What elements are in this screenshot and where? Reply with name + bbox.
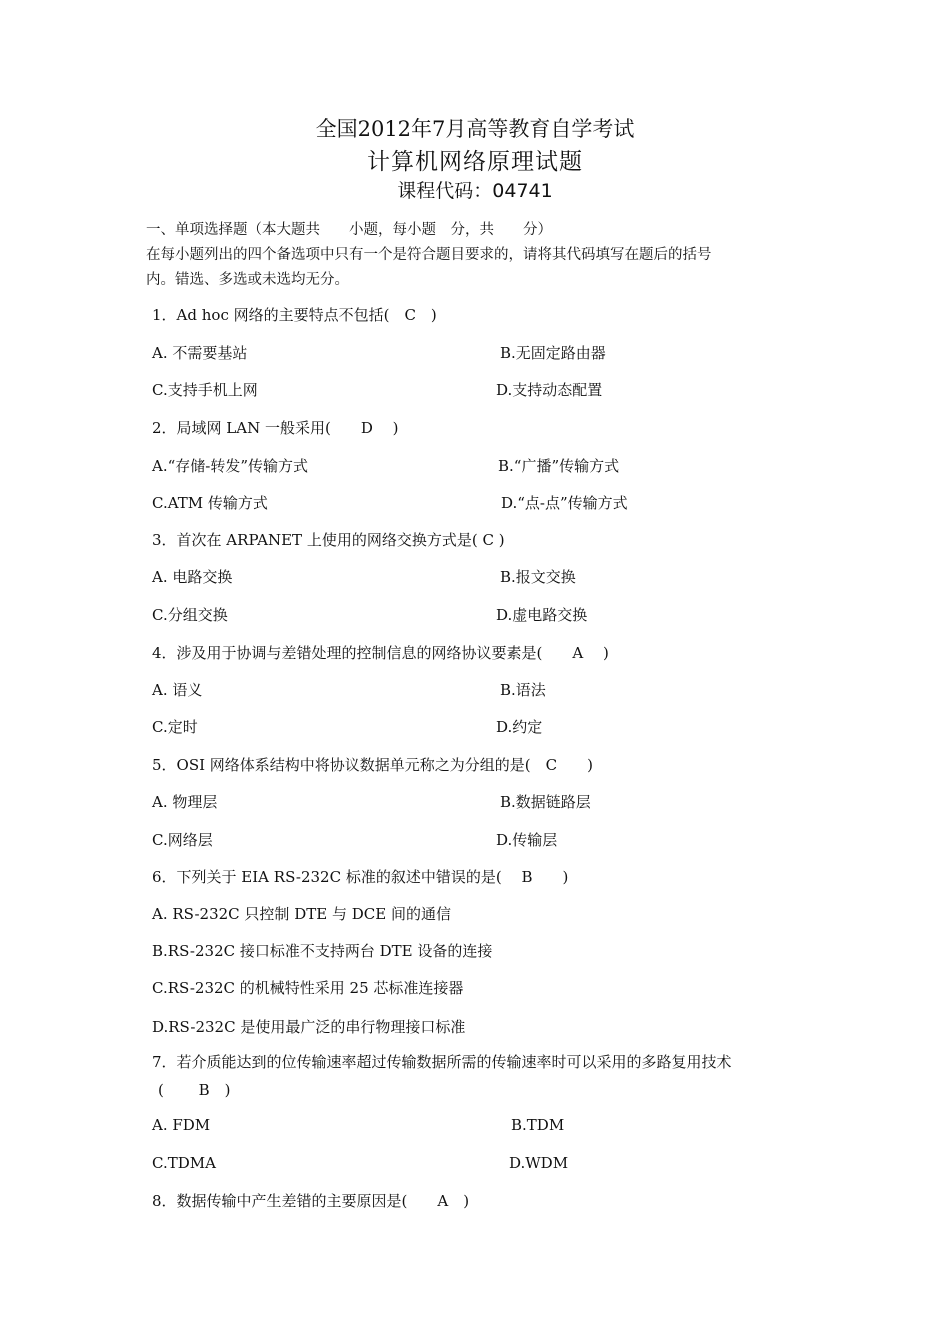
option-b: B.TDM: [511, 1116, 565, 1134]
option-d: D.传输层: [496, 831, 558, 849]
option-d: D.支持动态配置: [496, 381, 603, 399]
question-answer: ( B ): [158, 1081, 231, 1099]
option-c: C.分组交换: [152, 606, 228, 624]
exam-title: 全国2012年7月高等教育自学考试: [315, 117, 635, 141]
option-c: C.支持手机上网: [152, 381, 258, 399]
question-stem: 7．若介质能达到的位传输速率超过传输数据所需的传输速率时可以采用的多路复用技术: [152, 1053, 732, 1071]
question-stem: 2．局域网 LAN 一般采用( D ): [152, 419, 399, 437]
option-c: C.网络层: [152, 831, 213, 849]
option-b: B.语法: [500, 681, 546, 699]
option-a: A.“存储-转发”传输方式: [152, 457, 309, 475]
option-a: A. 物理层: [152, 793, 218, 811]
course-code: 课程代码：04741: [397, 180, 553, 202]
option-d: D.约定: [496, 718, 543, 736]
option-c: C.定时: [152, 718, 198, 736]
option-c: C.ATM 传输方式: [152, 494, 268, 512]
option-b: B.RS-232C 接口标准不支持两台 DTE 设备的连接: [152, 942, 493, 960]
section-heading: 一、单项选择题（本大题共 小题，每小题 分，共 分）: [146, 222, 552, 238]
option-c: C.TDMA: [152, 1154, 216, 1172]
section-instruction: 在每小题列出的四个备选项中只有一个是符合题目要求的，请将其代码填写在题后的括号: [146, 247, 712, 263]
exam-subject: 计算机网络原理试题: [367, 149, 583, 175]
question-stem: 6．下列关于 EIA RS-232C 标准的叙述中错误的是( B ): [152, 868, 569, 886]
option-a: A. 不需要基站: [152, 344, 248, 362]
option-c: C.RS-232C 的机械特性采用 25 芯标准连接器: [152, 979, 464, 997]
option-b: B.报文交换: [500, 568, 576, 586]
question-stem: 8．数据传输中产生差错的主要原因是( A ): [152, 1192, 470, 1210]
option-a: A. 语义: [152, 681, 203, 699]
option-a: A. 电路交换: [152, 568, 233, 586]
option-d: D.WDM: [509, 1154, 569, 1172]
question-stem: 4．涉及用于协调与差错处理的控制信息的网络协议要素是( A ): [152, 644, 609, 662]
question-stem: 3．首次在 ARPANET 上使用的网络交换方式是( C ): [152, 531, 505, 549]
option-d: D.“点-点”传输方式: [501, 494, 628, 512]
question-stem: 5．OSI 网络体系结构中将协议数据单元称之为分组的是( C ): [152, 756, 593, 774]
option-b: B.“广播”传输方式: [498, 457, 620, 475]
option-a: A. RS-232C 只控制 DTE 与 DCE 间的通信: [152, 905, 451, 923]
option-b: B.无固定路由器: [500, 344, 606, 362]
question-stem: 1．Ad hoc 网络的主要特点不包括( C ): [152, 306, 437, 324]
section-instruction: 内。错选、多选或未选均无分。: [146, 272, 349, 288]
option-a: A. FDM: [152, 1116, 211, 1134]
option-d: D.虚电路交换: [496, 606, 588, 624]
option-d: D.RS-232C 是使用最广泛的串行物理接口标准: [152, 1018, 466, 1036]
option-b: B.数据链路层: [500, 793, 591, 811]
